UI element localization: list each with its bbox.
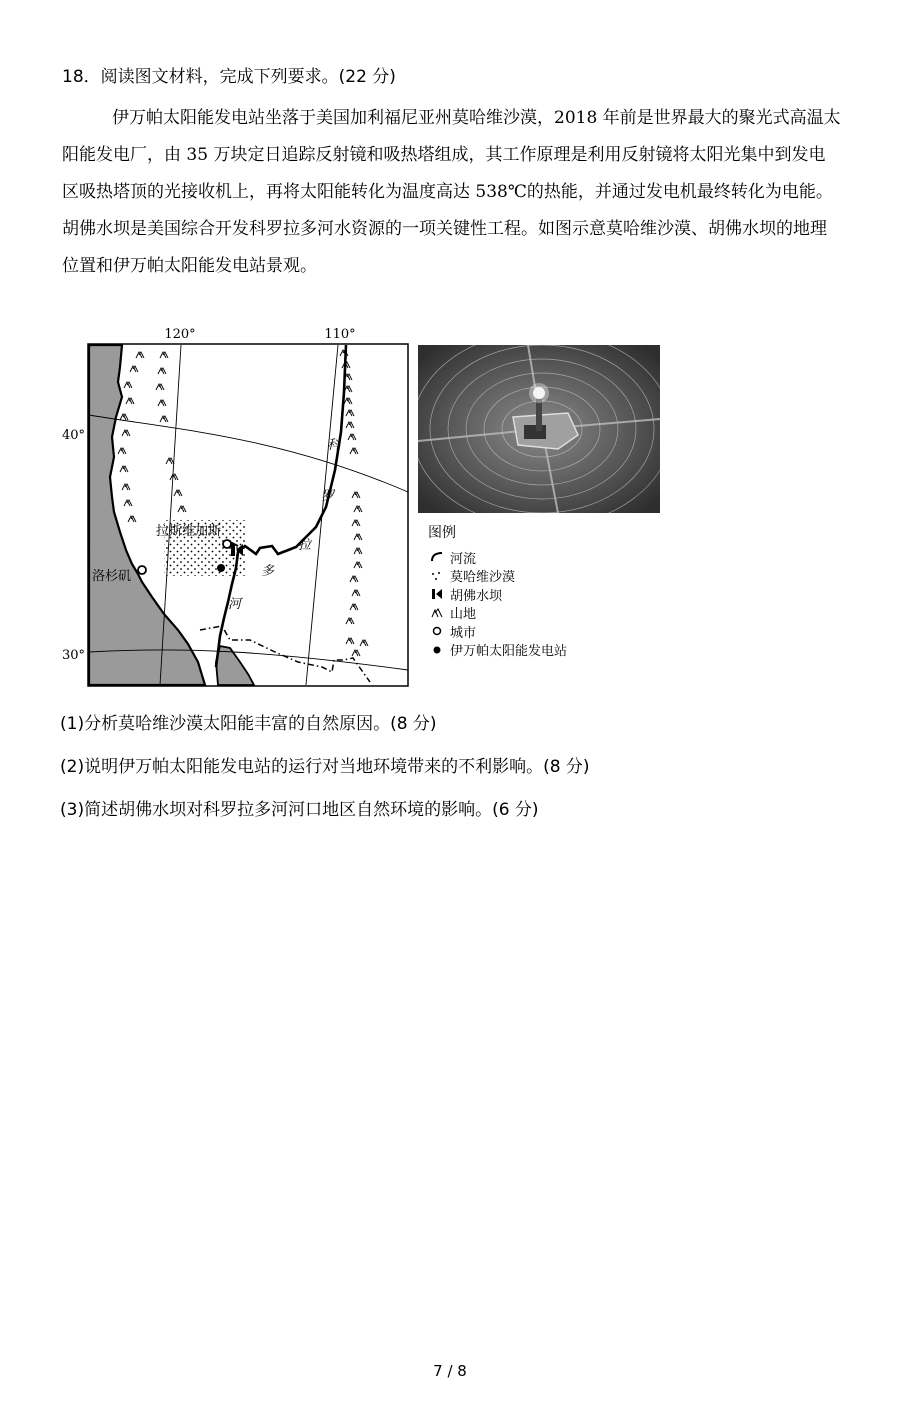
river-icon [428,551,446,563]
location-map [60,322,412,690]
question-title: 18．阅读图文材料，完成下列要求。(22 分) [62,67,396,87]
legend-label: 山地 [450,607,477,623]
river-label-duo: 多 [261,564,275,579]
river-label-luo: 罗 [321,489,335,504]
los-angeles-marker [138,566,146,574]
page-number: 7 / 8 [433,1362,467,1380]
river-label-ke: 科 [327,438,341,453]
lon-110-label: 110° [324,327,356,342]
legend-item-city [428,622,628,641]
legend-label: 胡佛水坝 [450,588,503,604]
legend-item-dam [428,585,628,604]
legend-item-station [428,641,628,660]
desert-icon [428,570,446,582]
legend-label: 城市 [450,625,477,641]
legend-item-desert [428,567,628,586]
sub-question-3: (3)简述胡佛水坝对科罗拉多河河口地区自然环境的影响。(6 分) [60,800,539,820]
legend-label: 伊万帕太阳能发电站 [450,644,568,660]
sub-question-2: (2)说明伊万帕太阳能发电站的运行对当地环境带来的不利影响。(8 分) [60,757,590,777]
mountain-icon [428,607,446,619]
ivanpah-station-marker [217,564,225,572]
legend-item-mountain [428,604,628,623]
las-vegas-label: 拉斯维加斯 [156,524,222,539]
legend-item-river [428,548,628,567]
station-icon [428,644,446,656]
question-paragraph [62,100,842,285]
los-angeles-label: 洛杉矶 [92,569,132,584]
lat-30-label: 30° [62,648,86,663]
dam-icon [428,588,446,600]
lat-40-label: 40° [62,428,86,443]
city-icon [428,625,446,637]
map-legend [428,522,628,659]
river-label-la: 拉 [298,538,312,553]
lon-120-label: 120° [164,327,196,342]
ivanpah-station-photo [418,345,660,513]
sub-question-1: (1)分析莫哈维沙漠太阳能丰富的自然原因。(8 分) [60,714,437,734]
legend-label: 河流 [450,551,477,567]
paragraph-text: 伊万帕太阳能发电站坐落于美国加利福尼亚州莫哈维沙漠，2018 年前是世界最大的聚光式高温太阳能发电厂，由 35 万块定日追踪反射镜和吸热塔组成，其工作原理是利用反射镜将太阳光集中到发电区吸热塔顶的光接收机上，再将太阳能转化为温度高达 538℃的热能，并通过发电机最终转化为电能。胡佛水坝是美国综合开发科罗拉多河水资源的一项关键性工程。如图示意莫哈维沙漠、胡佛水坝的地理位置和伊万帕太阳能发电站景观。 [62,108,841,276]
river-label-he: 河 [228,597,242,612]
legend-label: 莫哈维沙漠 [450,570,516,586]
las-vegas-marker [223,540,231,548]
legend-title: 图例 [428,525,456,541]
